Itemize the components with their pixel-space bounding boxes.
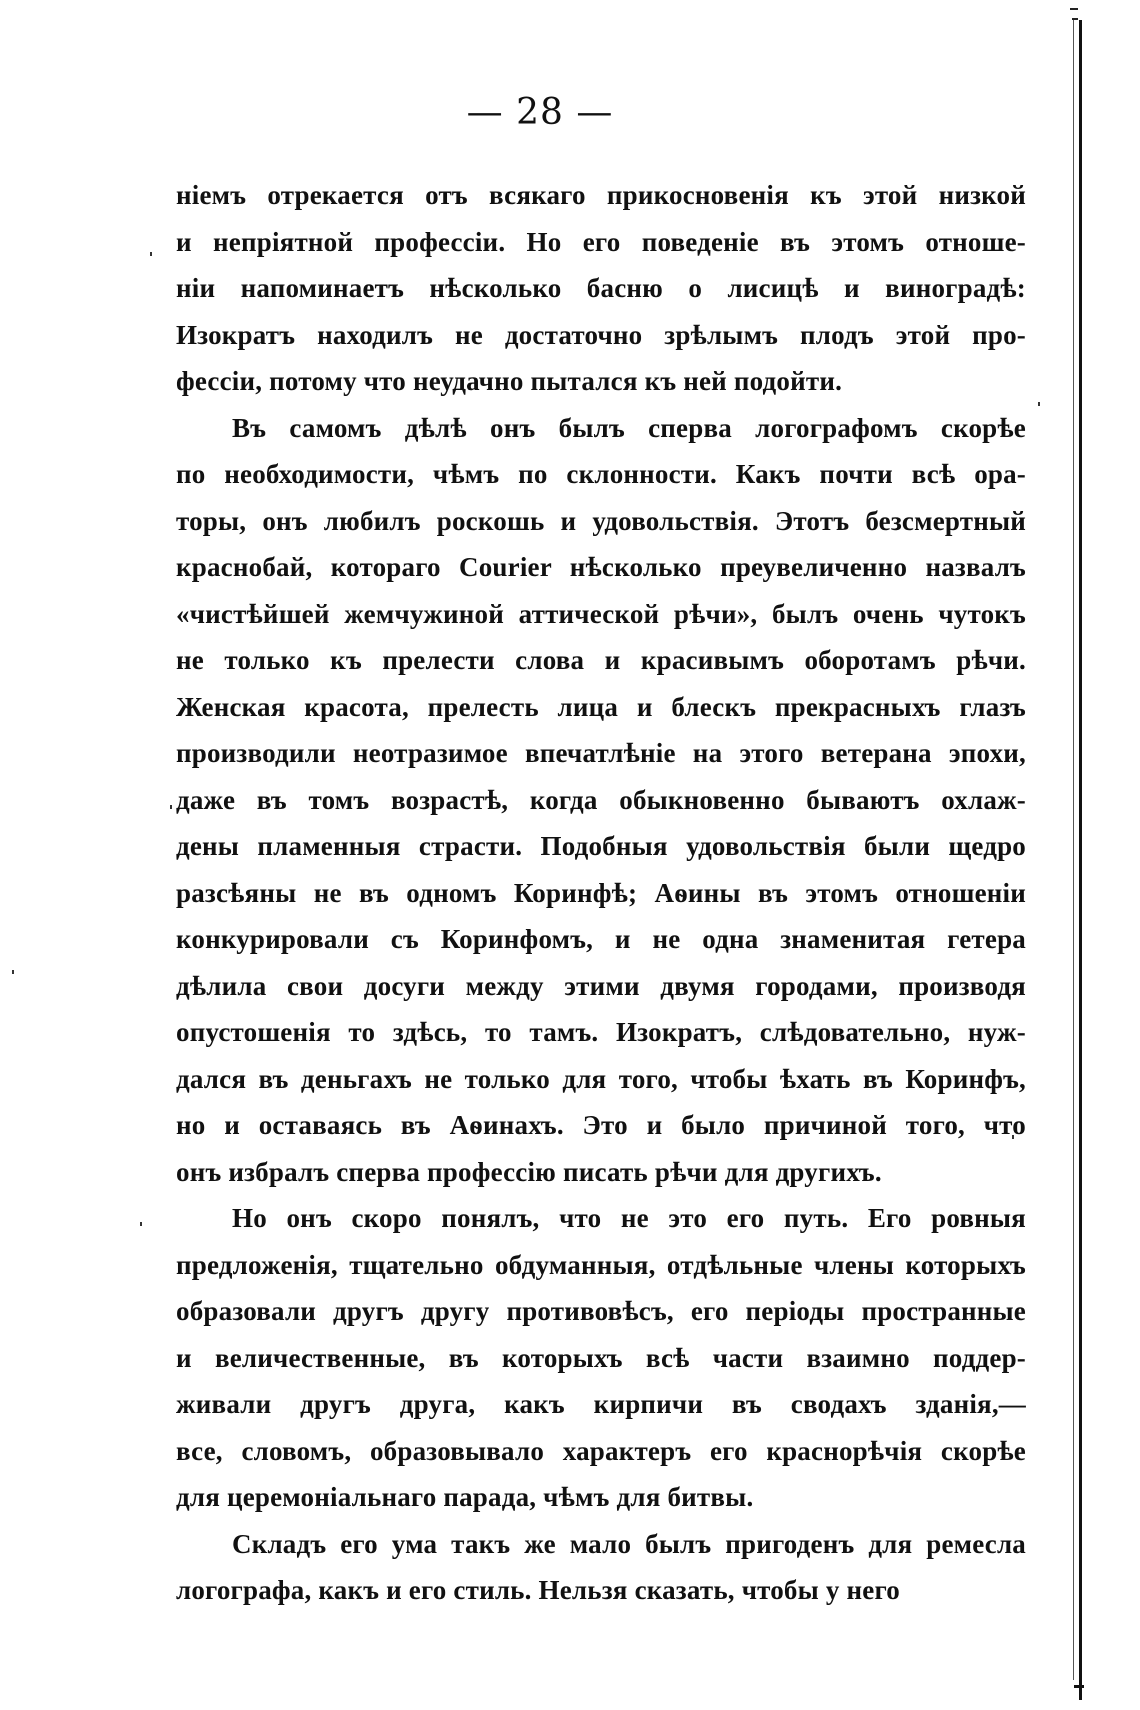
text-line: но и оставаясь въ Аѳинахъ. Это и было причиной того, что [176,1110,1026,1140]
text-line: и величественные, въ которыхъ всѣ части взаимно поддер- [176,1342,1026,1373]
text-line: разсѣяны не въ одномъ Коринфѣ; Аѳины въ этомъ отношеніи [176,877,1026,908]
page-edge-mark [1072,18,1078,20]
text-line: и непріятной профессіи. Но его поведеніе въ этомъ отноше- [176,226,1026,257]
text-line: не только къ прелести слова и красивымъ оборотамъ рѣчи. [176,645,1026,675]
text-line: ніи напоминаетъ нѣсколько басню о лисицѣ и виноградѣ: [176,273,1026,303]
text-line: ніемъ отрекается отъ всякаго прикосновенія къ этой низкой [176,180,1026,210]
text-line: производили неотразимое впечатлѣніе на этого ветерана эпохи, [176,738,1026,768]
text-line: образовали другъ другу противовѣсъ, его періоды пространные [176,1296,1026,1326]
text-line: опустошенія то здѣсь, то тамъ. Изократъ, слѣдовательно, нуж- [176,1017,1026,1047]
page-edge-mark [1074,1685,1084,1688]
scan-speck [150,252,152,256]
text-line: «чистѣйшей жемчужиной аттической рѣчи», былъ очень чутокъ [176,598,1026,629]
paragraph [176,405,1026,1196]
text-line: краснобай, котораго Courier нѣсколько преувеличенно назвалъ [176,552,1026,582]
page-edge-shadow [1073,20,1074,1680]
text-line: Въ самомъ дѣлѣ онъ былъ сперва логографомъ скорѣе [232,412,1026,443]
text-line: дался въ деньгахъ не только для того, чтобы ѣхать въ Коринфъ, [176,1063,1026,1094]
text-line: даже въ томъ возрастѣ, когда обыкновенно бываютъ охлаж- [176,784,1026,815]
paragraph [176,1195,1026,1521]
paragraph [176,1521,1026,1614]
text-line: торы, онъ любилъ роскошь и удовольствія. Этотъ безсмертный [176,505,1026,536]
text-line: онъ избралъ сперва профессію писать рѣчи для другихъ. [176,1156,882,1187]
page-edge-mark [1070,8,1078,10]
text-line: по необходимости, чѣмъ по склонности. Какъ почти всѣ ора- [176,459,1026,489]
text-line: предложенія, тщательно обдуманныя, отдѣльные члены которыхъ [176,1249,1026,1280]
text-line: фессіи, потому что неудачно пытался къ ней подойти. [176,366,843,396]
text-line: конкурировали съ Коринфомъ, и не одна знаменитая гетера [176,924,1026,954]
scan-speck [12,970,14,974]
page-edge-border [1079,20,1082,1700]
text-line: живали другъ друга, какъ кирпичи въ сводахъ зданія,— [176,1389,1026,1419]
body-text [176,172,1026,1614]
text-line: для церемоніальнаго парада, чѣмъ для битвы. [176,1482,754,1512]
text-line: Изократъ находилъ не достаточно зрѣлымъ плодъ этой про- [176,319,1026,350]
text-line: все, словомъ, образовывало характеръ его краснорѣчія скорѣе [176,1435,1026,1466]
scan-speck [140,1222,142,1226]
text-line: Но онъ скоро понялъ, что не это его путь. Его ровныя [232,1203,1026,1233]
text-line: дѣлила свои досуги между этими двумя городами, производя [176,970,1026,1001]
scan-speck [170,805,172,809]
scan-speck [1038,402,1040,406]
text-line: логографа, какъ и его стиль. Нельзя сказать, чтобы у него [176,1575,900,1605]
text-line: Женская красота, прелесть лица и блескъ прекрасныхъ глазъ [176,691,1026,722]
paragraph [176,172,1026,405]
page-number: — 28 — [466,92,614,133]
text-line: Складъ его ума такъ же мало былъ пригоденъ для ремесла [232,1528,1026,1559]
text-line: дены пламенныя страсти. Подобныя удовольствія были щедро [176,831,1026,861]
